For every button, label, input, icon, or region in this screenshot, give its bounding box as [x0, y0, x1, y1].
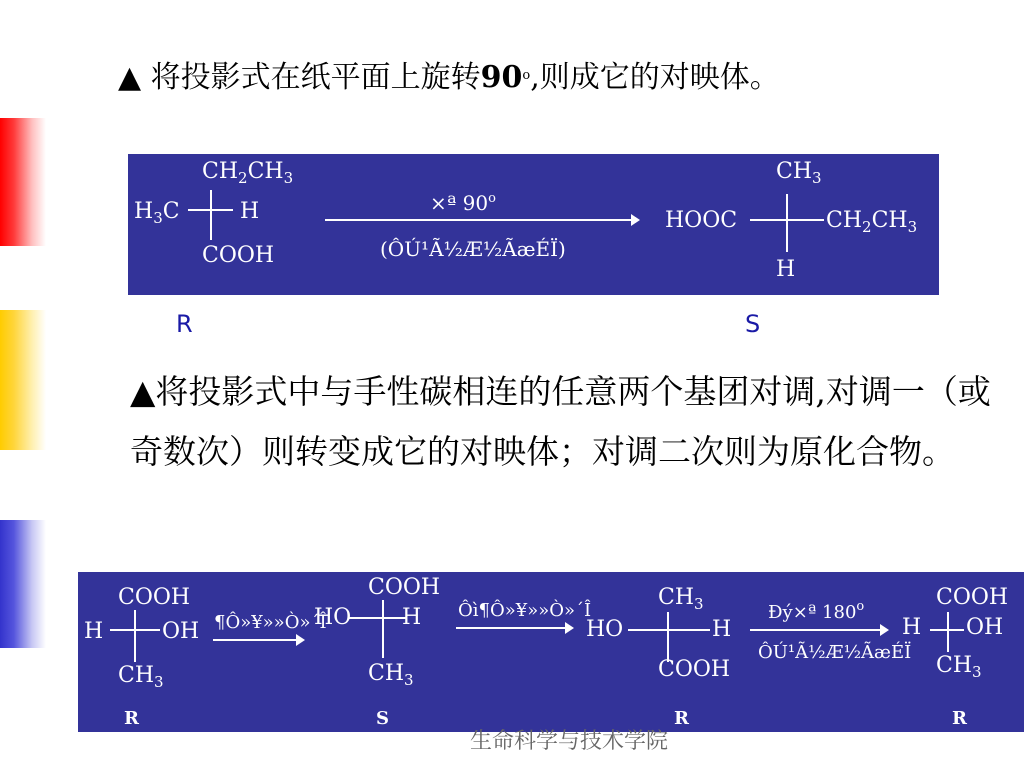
- mol1-right: H: [240, 199, 260, 224]
- mol1-left: $H_3C$: [134, 199, 180, 227]
- decorative-strip-blue: [0, 520, 46, 648]
- arrow1-label-bottom: (ÔÚ¹Ã½Æ½ÃæÉÏ): [380, 237, 566, 261]
- mol1-top: $CH_2CH_3$: [202, 159, 294, 187]
- m2-left: HO: [314, 605, 352, 630]
- m2-config: S: [376, 708, 389, 729]
- a1-label: ¶Ô»¥»»Ò»´Î: [214, 612, 327, 633]
- m4-bottom: $CH_3$: [936, 653, 982, 681]
- heading-degree: 90: [480, 60, 523, 95]
- config-label-s: S: [745, 310, 761, 338]
- mol1-bottom: COOH: [202, 243, 275, 268]
- swap-rule-paragraph: ▲将投影式中与手性碳相连的任意两个基团对调,对调一（或奇数次）则转变成它的对映体；对调二次则为原化合物。: [130, 372, 991, 471]
- m1-top: COOH: [118, 585, 191, 610]
- m1-config: R: [124, 708, 139, 729]
- m2-right: H: [402, 605, 422, 630]
- m3-left: HO: [586, 617, 624, 642]
- decorative-strip-yellow: [0, 310, 46, 450]
- m4-top: COOH: [936, 585, 1009, 610]
- triangle-marker: ▲: [118, 60, 142, 95]
- arrow1-label-top: ×ª 90$^o$: [430, 191, 496, 215]
- m3-top: $CH_3$: [658, 585, 704, 613]
- a3-label-top: Ðý×ª 180$^o$: [768, 599, 865, 623]
- m1-left: H: [84, 619, 104, 644]
- m4-right: OH: [966, 615, 1004, 640]
- heading-degree-sup: o: [522, 68, 531, 83]
- a3-label-bottom: ÔÚ¹Ã½Æ½ÃæÉÏ: [758, 642, 912, 663]
- m2-bottom: $CH_3$: [368, 661, 414, 689]
- m3-right: H: [712, 617, 732, 642]
- m1-bottom: $CH_3$: [118, 663, 164, 691]
- a2-label: Ôì¶Ô»¥»»Ò»´Î: [458, 600, 592, 621]
- heading-rotate-90: [118, 58, 780, 98]
- m4-left: H: [902, 615, 922, 640]
- m3-config: R: [674, 708, 689, 729]
- m2-top: COOH: [368, 575, 441, 600]
- mol2-left: HOOC: [665, 208, 738, 233]
- swap-diagram-box: [78, 572, 1024, 732]
- heading-text-pre: 将投影式在纸平面上旋转: [141, 60, 481, 95]
- heading-text-post: ,则成它的对映体。: [530, 60, 780, 95]
- m4-config: R: [952, 708, 967, 729]
- footer-institution: 生命科学与技术学院: [470, 729, 669, 754]
- config-label-r: R: [176, 310, 193, 338]
- mol2-top: $CH_3$: [776, 159, 822, 187]
- mol2-bottom: H: [776, 257, 796, 282]
- m1-right: OH: [162, 619, 200, 644]
- rotation-diagram-box: [128, 154, 939, 295]
- decorative-strip-red: [0, 118, 46, 246]
- m3-bottom: COOH: [658, 657, 731, 682]
- mol2-right: $CH_2CH_3$: [826, 208, 918, 236]
